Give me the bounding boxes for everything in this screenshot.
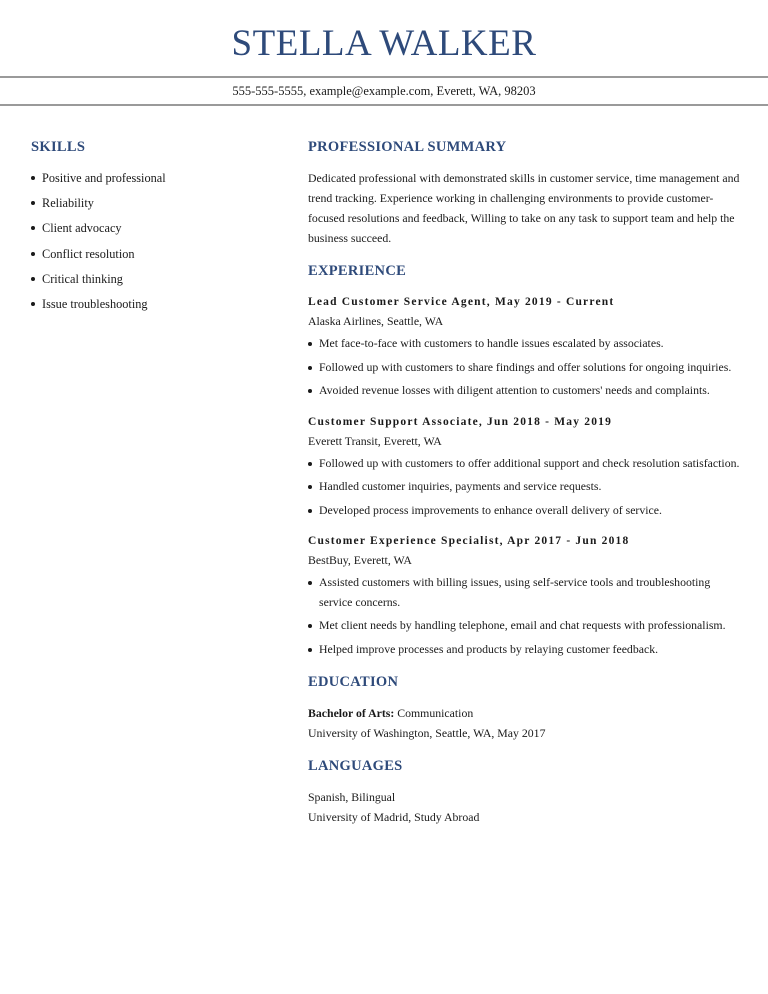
job-entry: [308, 294, 740, 401]
summary-title: PROFESSIONAL SUMMARY: [308, 139, 507, 155]
skills-list: [31, 170, 271, 321]
contact-info: 555-555-5555, example@example.com, Everett, WA, 98203: [232, 83, 536, 98]
education-block: [308, 704, 740, 743]
job-bullet: Met client needs by handling telephone, email and chat requests with professionalism.: [308, 616, 740, 636]
right-column: [308, 138, 740, 827]
skill-item: Positive and professional: [31, 170, 271, 195]
job-bullet: Developed process improvements to enhance overall delivery of service.: [308, 501, 740, 521]
summary-text: Dedicated professional with demonstrated skills in customer service, time management and trend tracking. Experience working in challenging environments to provide customer-focused resolutions and feedback, Willing to take on any task to support team and help the business succeed.: [308, 171, 740, 245]
education-title: EDUCATION: [308, 674, 399, 690]
left-column: [31, 138, 271, 321]
job-title: Customer Experience Specialist, Apr 2017 - Jun 2018: [308, 535, 630, 547]
job-bullet: Followed up with customers to share findings and offer solutions for ongoing inquiries.: [308, 358, 740, 378]
job-bullet: Helped improve processes and products by relaying customer feedback.: [308, 640, 740, 660]
job-company: Alaska Airlines, Seattle, WA: [308, 314, 444, 328]
job-title: Lead Customer Service Agent, May 2019 - Current: [308, 296, 615, 308]
name-header: STELLA WALKER: [231, 23, 537, 64]
job-title: Customer Support Associate, Jun 2018 - May 2019: [308, 415, 613, 428]
contact-bar: [0, 76, 768, 106]
language-detail-line: University of Madrid, Study Abroad: [308, 809, 480, 824]
job-company: BestBuy, Everett, WA: [308, 553, 412, 567]
degree-label: Bachelor of Arts:: [308, 706, 395, 720]
job-bullets: [308, 573, 740, 659]
experience-title: EXPERIENCE: [308, 263, 407, 279]
degree-field: Communication: [397, 706, 474, 720]
job-company: Everett Transit, Everett, WA: [308, 433, 442, 448]
languages-block: [308, 788, 740, 827]
skill-item: Client advocacy: [31, 220, 271, 245]
languages-title: LANGUAGES: [308, 758, 403, 774]
job-bullets: [308, 334, 740, 401]
job-bullet: Followed up with customers to offer additional support and check resolution satisfaction.: [308, 454, 740, 474]
school-line: University of Washington, Seattle, WA, May 2017: [308, 725, 546, 740]
job-entry: [308, 533, 740, 659]
job-entry: [308, 414, 740, 521]
skills-title: SKILLS: [31, 139, 86, 155]
skill-item: Issue troubleshooting: [31, 296, 271, 321]
skill-item: Reliability: [31, 195, 271, 220]
degree-line: [308, 704, 740, 724]
job-bullet: Avoided revenue losses with diligent attention to customers' needs and complaints.: [308, 381, 740, 401]
job-bullets: [308, 454, 740, 521]
job-bullet: Handled customer inquiries, payments and service requests.: [308, 477, 740, 497]
job-bullet: Assisted customers with billing issues, using self-service tools and troubleshooting service concerns.: [308, 573, 740, 612]
job-bullet: Met face-to-face with customers to handle issues escalated by associates.: [308, 334, 740, 354]
language-line: Spanish, Bilingual: [308, 790, 396, 804]
skill-item: Conflict resolution: [31, 246, 271, 271]
skill-item: Critical thinking: [31, 271, 271, 296]
